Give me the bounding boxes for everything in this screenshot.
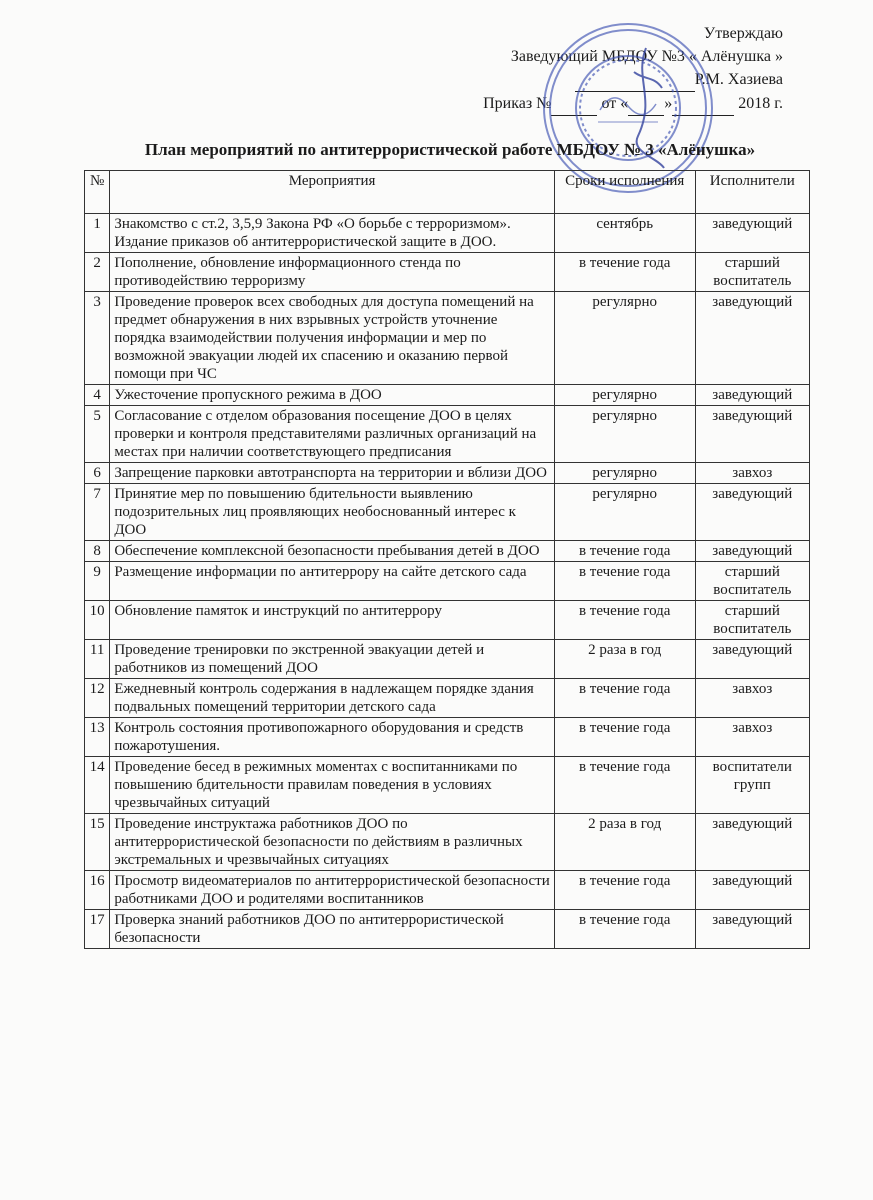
row-num: 17 bbox=[85, 910, 110, 949]
row-term: в течение года bbox=[554, 757, 695, 814]
row-term: регулярно bbox=[554, 292, 695, 385]
table-row bbox=[85, 214, 810, 253]
row-term: регулярно bbox=[554, 463, 695, 484]
table-row bbox=[85, 814, 810, 871]
row-event: Проверка знаний работников ДОО по антитеррористической безопасности bbox=[110, 910, 555, 949]
row-num: 14 bbox=[85, 757, 110, 814]
row-num: 5 bbox=[85, 406, 110, 463]
row-event: Знакомство с ст.2, 3,5,9 Закона РФ «О борьбе с терроризмом». Издание приказов об антитеррористической защите в ДОО. bbox=[110, 214, 555, 253]
row-event: Просмотр видеоматериалов по антитеррористической безопасности работниками ДОО и родителями воспитанников bbox=[110, 871, 555, 910]
header-executor: Исполнители bbox=[695, 171, 809, 214]
row-event: Ежедневный контроль содержания в надлежащем порядке здания подвальных помещений территории детского сада bbox=[110, 679, 555, 718]
row-num: 12 bbox=[85, 679, 110, 718]
row-term: в течение года bbox=[554, 562, 695, 601]
row-num: 13 bbox=[85, 718, 110, 757]
activity-plan-table bbox=[84, 170, 810, 949]
row-event: Обновление памяток и инструкций по антитеррору bbox=[110, 601, 555, 640]
table-row bbox=[85, 679, 810, 718]
row-executor: старший воспитатель bbox=[695, 253, 809, 292]
row-num: 10 bbox=[85, 601, 110, 640]
row-num: 1 bbox=[85, 214, 110, 253]
row-num: 15 bbox=[85, 814, 110, 871]
table-row bbox=[85, 463, 810, 484]
table-row bbox=[85, 484, 810, 541]
header-num: № bbox=[85, 171, 110, 214]
table-row bbox=[85, 601, 810, 640]
row-event: Ужесточение пропускного режима в ДОО bbox=[110, 385, 555, 406]
header-term: Сроки исполнения bbox=[554, 171, 695, 214]
table-header-row bbox=[85, 171, 810, 214]
row-term: в течение года bbox=[554, 910, 695, 949]
row-num: 16 bbox=[85, 871, 110, 910]
order-from: от « bbox=[601, 95, 629, 112]
table-row bbox=[85, 253, 810, 292]
table-row bbox=[85, 406, 810, 463]
table-row bbox=[85, 871, 810, 910]
table-row bbox=[85, 541, 810, 562]
row-term: в течение года bbox=[554, 679, 695, 718]
row-executor: заведующий bbox=[695, 541, 809, 562]
row-num: 3 bbox=[85, 292, 110, 385]
row-executor: старший воспитатель bbox=[695, 601, 809, 640]
row-event: Проведение инструктажа работников ДОО по антитеррористической безопасности по действиям в различных экстремальных и чрезвычайных ситуациях bbox=[110, 814, 555, 871]
row-event: Проведение бесед в режимных моментах с воспитанниками по повышению бдительности правилам поведения в условиях чрезвычайных ситуаций bbox=[110, 757, 555, 814]
table-row bbox=[85, 292, 810, 385]
table-row bbox=[85, 757, 810, 814]
row-num: 9 bbox=[85, 562, 110, 601]
row-executor: заведующий bbox=[695, 406, 809, 463]
row-num: 11 bbox=[85, 640, 110, 679]
row-term: в течение года bbox=[554, 541, 695, 562]
order-prefix: Приказ № bbox=[483, 95, 552, 112]
table-row bbox=[85, 640, 810, 679]
row-executor: заведующий bbox=[695, 640, 809, 679]
row-event: Запрещение парковки автотранспорта на территории и вблизи ДОО bbox=[110, 463, 555, 484]
row-term: в течение года bbox=[554, 718, 695, 757]
order-year: 2018 г. bbox=[738, 95, 783, 112]
row-executor: заведующий bbox=[695, 484, 809, 541]
header-event: Мероприятия bbox=[110, 171, 555, 214]
row-num: 2 bbox=[85, 253, 110, 292]
row-executor: завхоз bbox=[695, 463, 809, 484]
row-term: 2 раза в год bbox=[554, 814, 695, 871]
row-num: 8 bbox=[85, 541, 110, 562]
row-term: в течение года bbox=[554, 871, 695, 910]
row-num: 6 bbox=[85, 463, 110, 484]
row-executor: заведующий bbox=[695, 871, 809, 910]
row-executor: заведующий bbox=[695, 214, 809, 253]
row-event: Размещение информации по антитеррору на сайте детского сада bbox=[110, 562, 555, 601]
row-term: регулярно bbox=[554, 484, 695, 541]
approval-position: Заведующий МБДОУ №3 « Алёнушка » bbox=[510, 48, 783, 65]
row-executor: заведующий bbox=[695, 910, 809, 949]
table-row bbox=[85, 910, 810, 949]
approval-heading: Утверждаю bbox=[703, 25, 783, 42]
approval-name: Р.М. Хазиева bbox=[694, 71, 783, 88]
row-term: в течение года bbox=[554, 601, 695, 640]
row-executor: завхоз bbox=[695, 718, 809, 757]
row-event: Контроль состояния противопожарного оборудования и средств пожаротушения. bbox=[110, 718, 555, 757]
row-executor: старший воспитатель bbox=[695, 562, 809, 601]
row-executor: завхоз bbox=[695, 679, 809, 718]
row-term: в течение года bbox=[554, 253, 695, 292]
row-executor: заведующий bbox=[695, 385, 809, 406]
row-term: регулярно bbox=[554, 385, 695, 406]
page-title: План мероприятий по антитеррористической работе МБДОУ № 3 «Алёнушка» bbox=[144, 140, 756, 159]
row-num: 7 bbox=[85, 484, 110, 541]
table-row bbox=[85, 718, 810, 757]
order-close: » bbox=[664, 95, 673, 112]
row-term: регулярно bbox=[554, 406, 695, 463]
row-num: 4 bbox=[85, 385, 110, 406]
row-event: Обеспечение комплексной безопасности пребывания детей в ДОО bbox=[110, 541, 555, 562]
row-event: Проведение проверок всех свободных для доступа помещений на предмет обнаружения в них взрывных устройств уточнение порядка взаимодействии получения информации и мер по возможной эвакуации людей их спасению и оказанию первой помощи при ЧС bbox=[110, 292, 555, 385]
row-executor: заведующий bbox=[695, 814, 809, 871]
row-term: сентябрь bbox=[554, 214, 695, 253]
row-event: Проведение тренировки по экстренной эвакуации детей и работников из помещений ДОО bbox=[110, 640, 555, 679]
row-executor: заведующий bbox=[695, 292, 809, 385]
table-row bbox=[85, 562, 810, 601]
row-term: 2 раза в год bbox=[554, 640, 695, 679]
row-event: Принятие мер по повышению бдительности выявлению подозрительных лиц проявляющих необоснованный интерес к ДОО bbox=[110, 484, 555, 541]
row-event: Пополнение, обновление информационного стенда по противодействию терроризму bbox=[110, 253, 555, 292]
table-row bbox=[85, 385, 810, 406]
row-event: Согласование с отделом образования посещение ДОО в целях проверки и контроля представителями различных организаций на местах при наличии соответствующего предписания bbox=[110, 406, 555, 463]
row-executor: воспитатели групп bbox=[695, 757, 809, 814]
